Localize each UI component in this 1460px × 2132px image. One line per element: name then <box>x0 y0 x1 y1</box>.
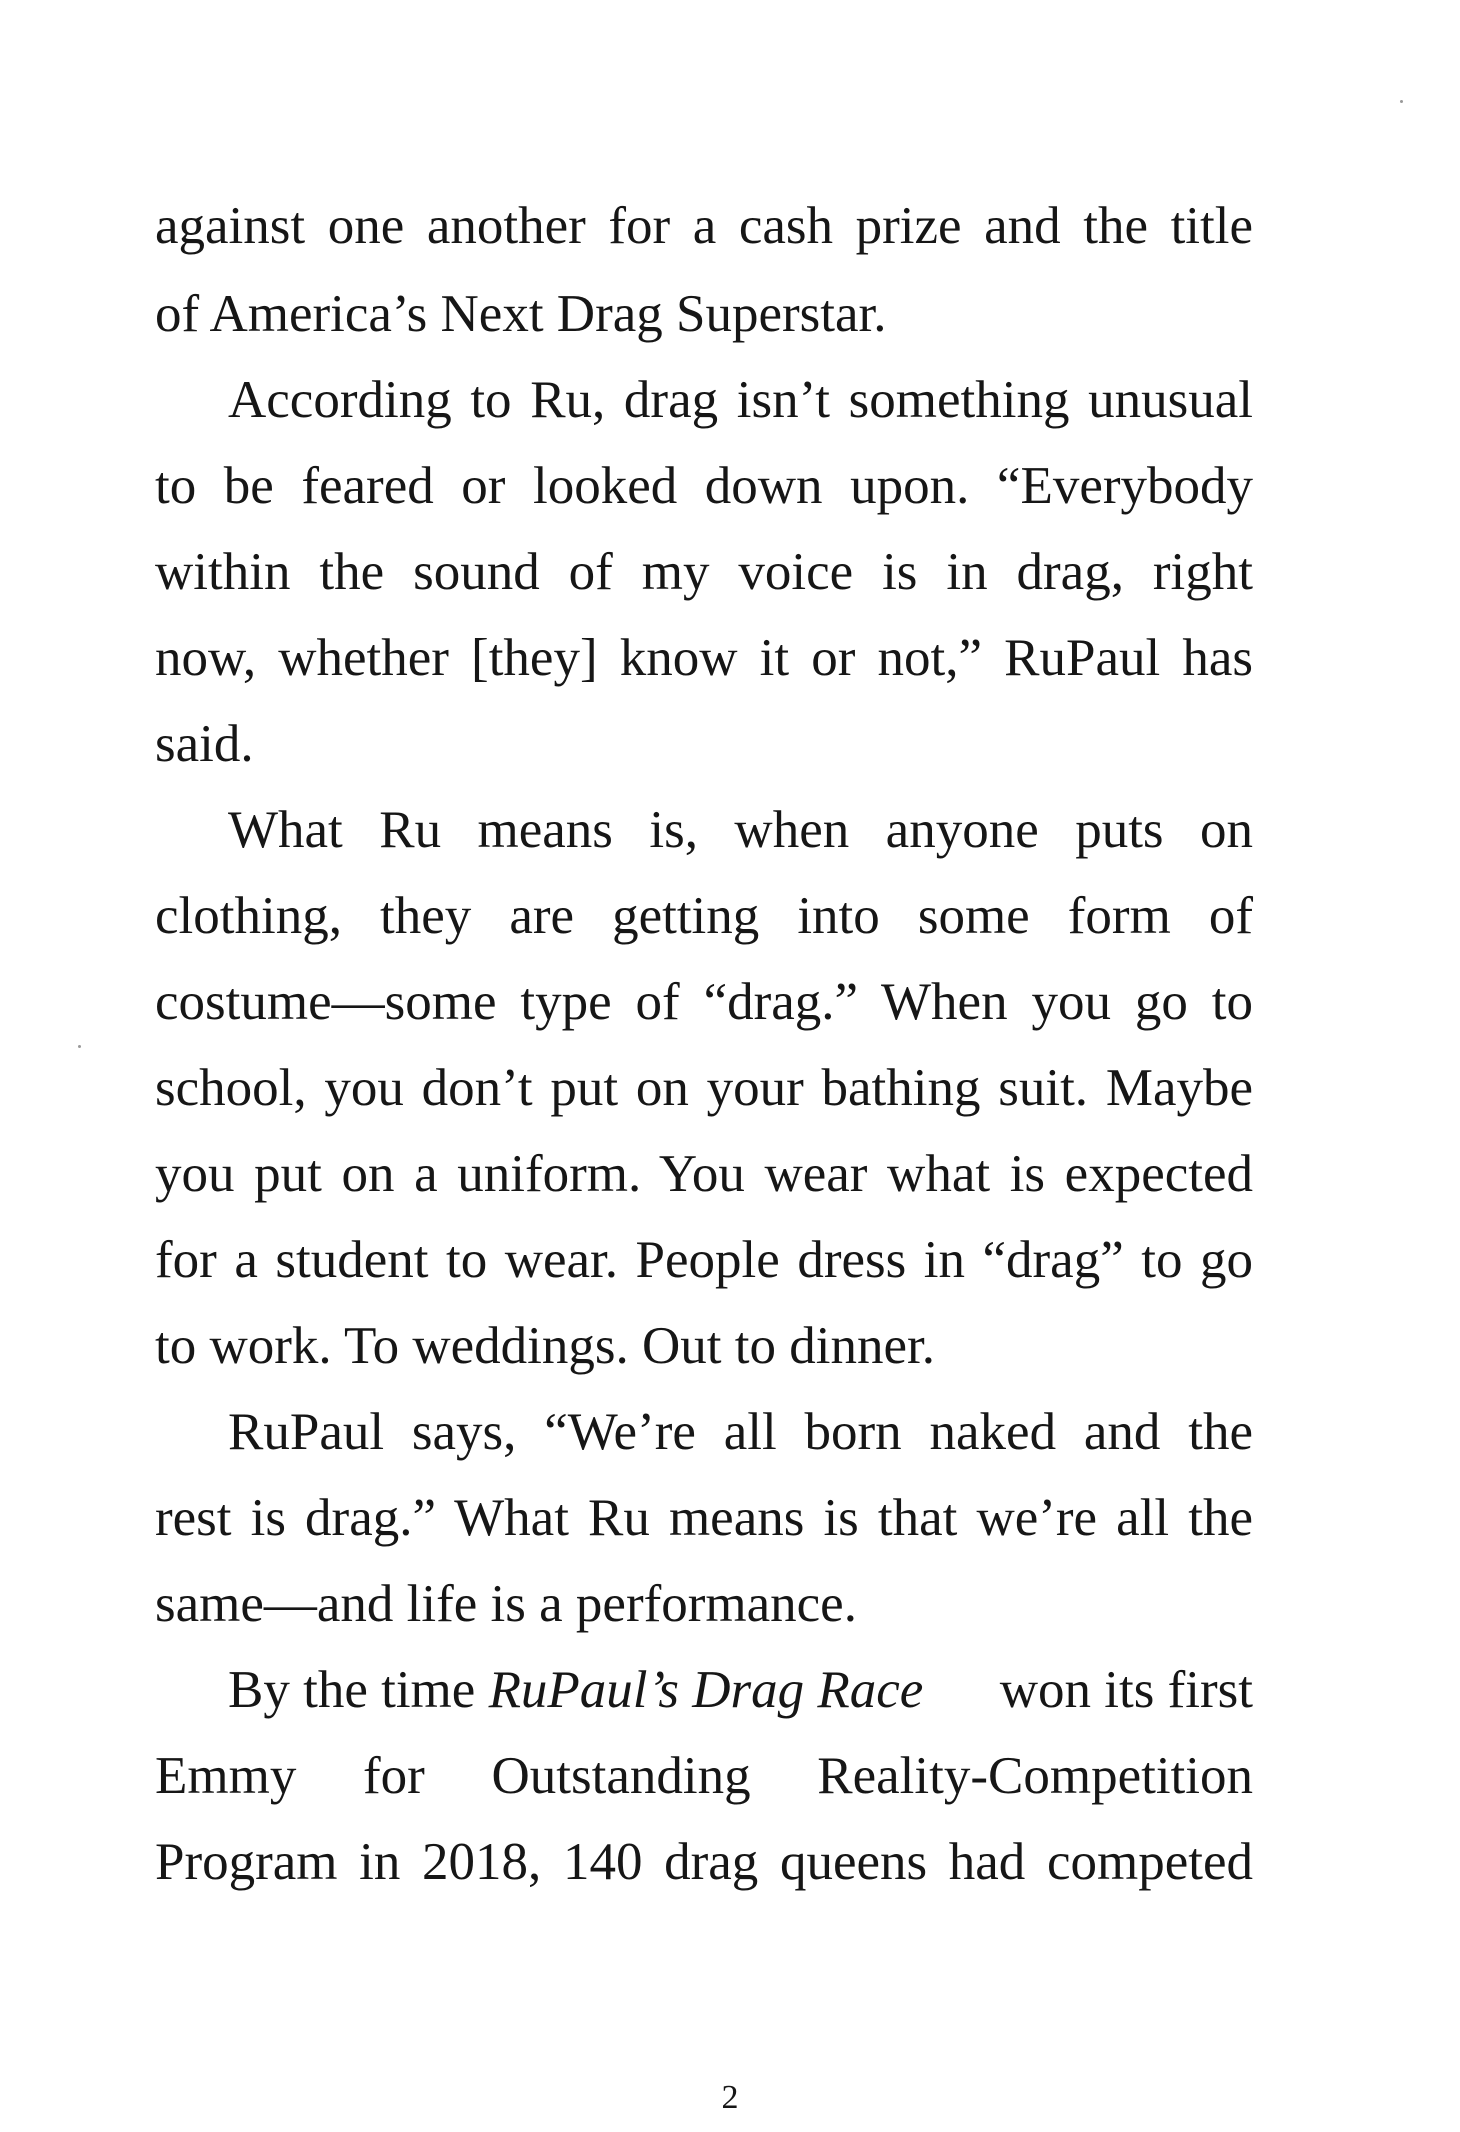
line-tail-text: won its first <box>999 1661 1253 1719</box>
text-line-9: clothing, they are getting into some form of <box>155 887 1253 945</box>
text-line-4: to be feared or looked down upon. “Everybody <box>155 457 1253 515</box>
text-line-2: of America’s Next Drag Superstar. <box>155 285 887 343</box>
page-number: 2 <box>721 2079 739 2116</box>
text-line-6: now, whether [they] know it or not,” RuPaul has <box>155 629 1253 687</box>
paragraph-start-line <box>228 1646 1253 1734</box>
text-line-14: to work. To weddings. Out to dinner. <box>155 1317 935 1375</box>
line-lead-text: By the time <box>228 1661 489 1719</box>
scan-speck <box>1400 100 1403 103</box>
text-line-11: school, you don’t put on your bathing suit. Maybe <box>155 1059 1253 1117</box>
paragraph-start-line: RuPaul says, “We’re all born naked and the <box>228 1403 1253 1461</box>
text-line-12: you put on a uniform. You wear what is expected <box>155 1145 1253 1203</box>
text-line-5: within the sound of my voice is in drag, right <box>155 543 1253 601</box>
text-line-20: Program in 2018, 140 drag queens had competed <box>155 1833 1253 1891</box>
paragraph-start-line: What Ru means is, when anyone puts on <box>228 801 1253 859</box>
text-line-7: said. <box>155 715 254 773</box>
text-line-19: Emmy for Outstanding Reality-Competition <box>155 1747 1253 1805</box>
scan-speck <box>78 1045 81 1048</box>
text-line-17: same—and life is a performance. <box>155 1575 857 1633</box>
text-line-1: against one another for a cash prize and the title <box>155 197 1253 255</box>
text-line-13: for a student to wear. People dress in “drag” to go <box>155 1231 1253 1289</box>
text-line-10: costume—some type of “drag.” When you go to <box>155 973 1253 1031</box>
text-line-16: rest is drag.” What Ru means is that we’re all the <box>155 1489 1253 1547</box>
show-title: RuPaul’s Drag Race <box>488 1661 924 1719</box>
paragraph-start-line: According to Ru, drag isn’t something unusual <box>228 371 1253 429</box>
